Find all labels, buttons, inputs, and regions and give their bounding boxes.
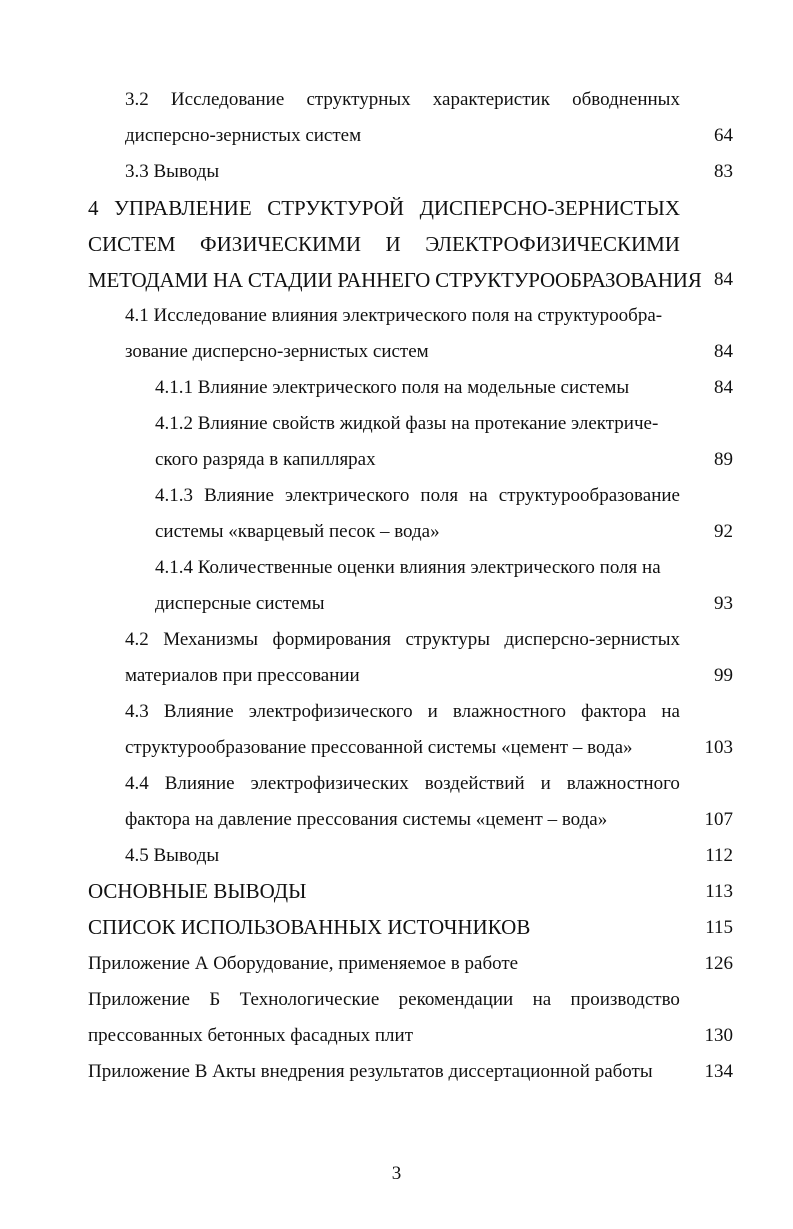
word: на <box>661 701 680 722</box>
word: на <box>532 989 552 1010</box>
word: структурообразование <box>498 485 680 506</box>
toc-entry-3-2-line-2: дисперсно-зернистых систем <box>125 125 362 146</box>
toc-page-3-3: 83 <box>714 161 733 182</box>
toc-entry-conclusions: ОСНОВНЫЕ ВЫВОДЫ <box>88 879 307 903</box>
word: СИСТЕМ <box>88 232 176 256</box>
word: на <box>469 485 488 506</box>
word: воздействий <box>424 773 525 794</box>
word: поля <box>420 485 459 506</box>
word: электрофизического <box>248 701 413 722</box>
toc-page-conclusions: 113 <box>705 881 733 902</box>
toc-entry-4-4-line-1 <box>125 772 680 796</box>
toc-entry-4-1-line-1: 4.1 Исследование влияния электрического поля на структурообра- <box>125 305 663 326</box>
word: 4.3 <box>125 701 149 722</box>
toc-chapter-4-line-2 <box>88 231 680 257</box>
word: 4.4 <box>125 773 149 794</box>
toc-page-references: 115 <box>705 917 733 938</box>
word: ФИЗИЧЕСКИМИ <box>200 232 361 256</box>
toc-entry-4-2-line-2: материалов при прессовании <box>125 665 360 686</box>
toc-entry-4-1-line-2: зование дисперсно-зернистых систем <box>125 341 429 362</box>
toc-entry-4-1-4-line-2: дисперсные системы <box>155 593 325 614</box>
toc-entry-appendix-b-line-2: прессованных бетонных фасадных плит <box>88 1025 414 1046</box>
toc-page-chapter-4: 84 <box>714 269 733 290</box>
toc-entry-appendix-a: Приложение А Оборудование, применяемое в работе <box>88 953 519 974</box>
word: формирования <box>272 629 391 650</box>
toc-page-appendix-v: 134 <box>704 1061 733 1082</box>
word: Влияние <box>204 485 274 506</box>
word: влажностного <box>452 701 567 722</box>
toc-page-appendix-b: 130 <box>704 1025 733 1046</box>
word: электрофизических <box>250 773 409 794</box>
toc-entry-appendix-b-line-1 <box>88 988 680 1012</box>
page-number: 3 <box>391 1163 402 1184</box>
toc-page-4-1-3: 92 <box>714 521 733 542</box>
word: структурных <box>306 89 411 110</box>
word: Влияние <box>164 773 235 794</box>
word: Влияние <box>163 701 234 722</box>
toc-page-4-3: 103 <box>704 737 733 758</box>
toc-chapter-4-line-1 <box>88 195 680 221</box>
toc-page-4-1-1: 84 <box>714 377 733 398</box>
word: и <box>540 773 551 794</box>
toc-chapter-4-line-3: МЕТОДАМИ НА СТАДИИ РАННЕГО СТРУКТУРООБРАЗОВАНИЯ <box>88 268 702 292</box>
toc-page-4-1-4: 93 <box>714 593 733 614</box>
toc-entry-4-1-1: 4.1.1 Влияние электрического поля на модельные системы <box>155 377 630 398</box>
toc-page-appendix-a: 126 <box>704 953 733 974</box>
toc-entry-4-4-line-2: фактора на давление прессования системы «цемент – вода» <box>125 809 608 830</box>
word: фактора <box>581 701 647 722</box>
word: рекомендации <box>398 989 514 1010</box>
word: 3.2 <box>125 89 149 110</box>
word: характеристик <box>432 89 550 110</box>
word: Исследование <box>170 89 285 110</box>
toc-page-4-1: 84 <box>714 341 733 362</box>
word: структуры <box>405 629 490 650</box>
word: 4.2 <box>125 629 149 650</box>
toc-entry-appendix-v: Приложение В Акты внедрения результатов диссертационной работы <box>88 1061 653 1082</box>
word: ЭЛЕКТРОФИЗИЧЕСКИМИ <box>425 232 680 256</box>
toc-entry-4-3-line-2: структурообразование прессованной системы «цемент – вода» <box>125 737 633 758</box>
word: влажностного <box>566 773 680 794</box>
word: И <box>385 232 401 256</box>
word: 4 <box>88 196 99 220</box>
toc-entry-4-3-line-1 <box>125 700 680 724</box>
word: Б <box>209 989 221 1010</box>
toc-entry-3-2-line-1 <box>125 88 680 112</box>
word: УПРАВЛЕНИЕ <box>114 196 252 220</box>
word: Технологические <box>239 989 380 1010</box>
word: дисперсно-зернистых <box>504 629 680 650</box>
toc-page-3-2: 64 <box>714 125 733 146</box>
toc-entry-4-1-2-line-2: ского разряда в капиллярах <box>155 449 376 470</box>
toc-entry-references: СПИСОК ИСПОЛЬЗОВАННЫХ ИСТОЧНИКОВ <box>88 915 531 939</box>
word: ДИСПЕРСНО-ЗЕРНИСТЫХ <box>419 196 680 220</box>
toc-entry-4-1-3-line-2: системы «кварцевый песок – вода» <box>155 521 440 542</box>
word: обводненных <box>572 89 680 110</box>
word: электрического <box>284 485 410 506</box>
toc-entry-4-1-2-line-1: 4.1.2 Влияние свойств жидкой фазы на протекание электриче- <box>155 413 659 434</box>
word: производство <box>570 989 680 1010</box>
toc-entry-4-1-3-line-1 <box>155 484 680 508</box>
toc-page-4-4: 107 <box>704 809 733 830</box>
word: и <box>427 701 438 722</box>
word: СТРУКТУРОЙ <box>267 196 405 220</box>
toc-page-4-5: 112 <box>705 845 733 866</box>
toc-entry-4-1-4-line-1: 4.1.4 Количественные оценки влияния электрического поля на <box>155 557 661 578</box>
word: Механизмы <box>163 629 259 650</box>
toc-entry-3-3: 3.3 Выводы <box>125 161 220 182</box>
toc-entry-4-2-line-1 <box>125 628 680 652</box>
toc-entry-4-5: 4.5 Выводы <box>125 845 220 866</box>
toc-page-4-2: 99 <box>714 665 733 686</box>
toc-page-4-1-2: 89 <box>714 449 733 470</box>
word: 4.1.3 <box>155 485 193 506</box>
word: Приложение <box>88 989 190 1010</box>
